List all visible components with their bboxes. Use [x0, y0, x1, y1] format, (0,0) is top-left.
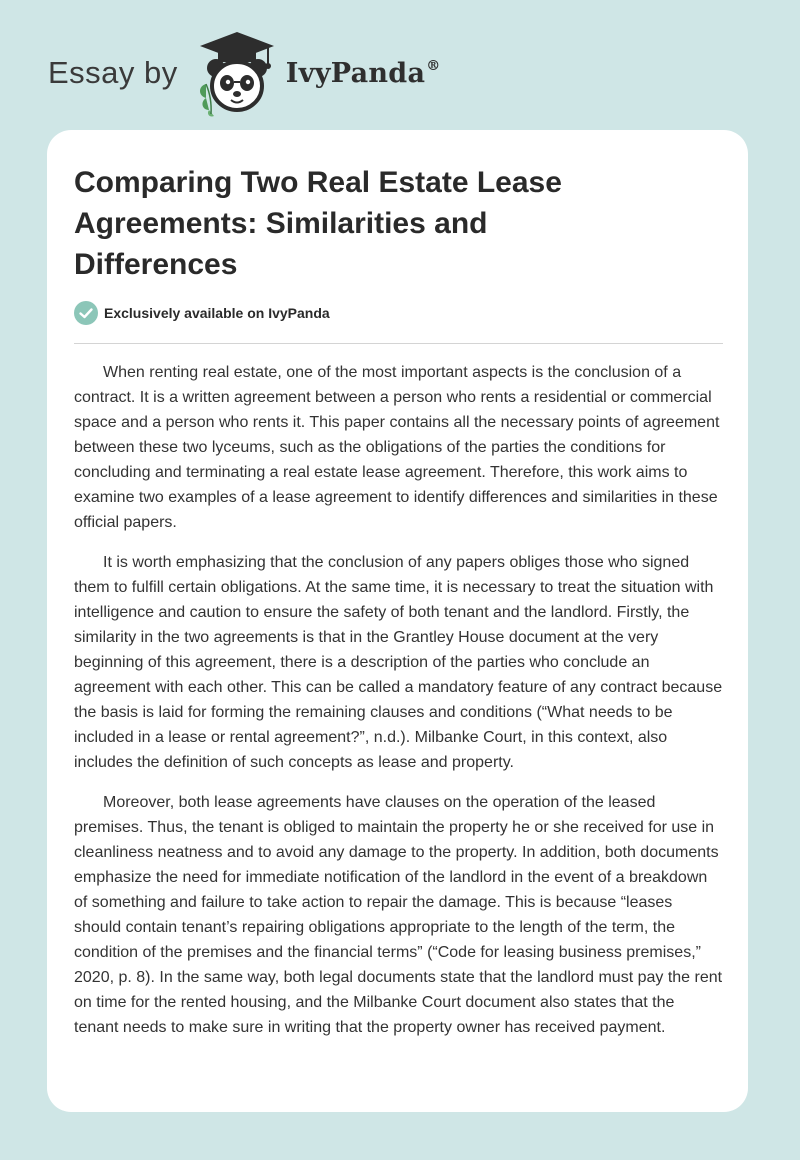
exclusive-badge [74, 301, 723, 325]
essay-by-label: Essay by [48, 55, 178, 90]
essay-card [47, 130, 748, 1112]
page-title: Comparing Two Real Estate Lease Agreements: Similarities and Differences [74, 166, 562, 281]
brand-name[interactable]: IvyPanda® [285, 57, 441, 89]
exclusive-badge-label: Exclusively available on IvyPanda [104, 305, 330, 321]
paragraph: When renting real estate, one of the most important aspects is the conclusion of a contract. It is a written agreement between a person who rents a residential or commercial space and a person who rents it. This paper contains all the necessary points of agreement between these two lyceums, such as the obligations of the parties the conditions for concluding and terminating a real estate lease agreement. Therefore, this work aims to examine two examples of a lease agreement to identify differences and similarities in these official papers. [74, 364, 720, 531]
registered-mark: ® [426, 57, 441, 74]
paragraph: Moreover, both lease agreements have clauses on the operation of the leased premises. Thus, the tenant is obliged to maintain the property he or she received for use in cleanliness neatness and to avoid any damage to the property. In addition, both documents emphasize the need for immediate notification of the landlord in the event of a breakdown of something and failure to take action to repair the damage. This is because “leases should contain tenant’s repairing obligations appropriate to the length of the term, the condition of the premises and the financial terms” (“Code for leasing business premises,” 2020, p. 8). In the same way, both legal documents state that the landlord must pay the rent on time for the rented housing, and the Milbanke Court document also states that the tenant needs to make sure in writing that the property owner has received payment. [74, 794, 723, 1036]
paragraph: It is worth emphasizing that the conclusion of any papers obliges those who signed them to fulfill certain obligations. At the same time, it is necessary to treat the situation with intelligence and caution to ensure the safety of both tenant and the landlord. Firstly, the similarity in the two agreements is that in the Grantley House document at the very beginning of this agreement, there is a description of the parties who conclude an agreement with each other. This can be called a mandatory feature of any contract because the basis is laid for forming the remaining clauses and conditions (“What needs to be included in a lease or rental agreement?”, n.d.). Milbanke Court, in this context, also includes the definition of such concepts as lease and property. [74, 554, 723, 771]
divider [74, 343, 723, 344]
panda-logo-icon[interactable] [192, 28, 282, 118]
site-header [48, 28, 441, 118]
check-circle-icon [74, 301, 98, 325]
